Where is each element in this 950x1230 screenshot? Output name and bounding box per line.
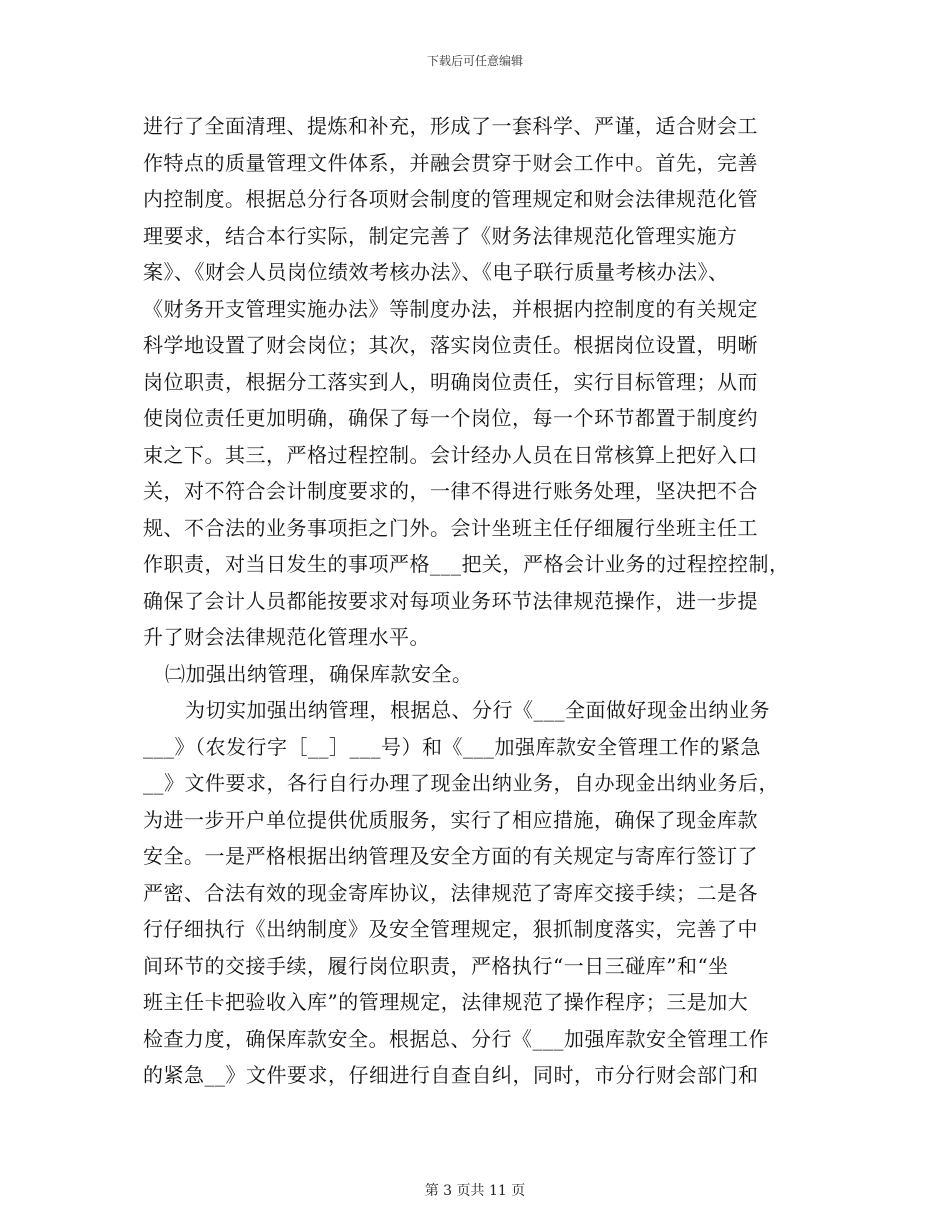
text-line: __》文件要求，各行自行办理了现金出纳业务，自办现金出纳业务后， <box>143 771 779 795</box>
text-line: 安全。一是严格根据出纳管理及安全方面的有关规定与寄库行签订了 <box>143 844 758 868</box>
text-line: 科学地设置了财会岗位；其次，落实岗位责任。根据岗位设置，明晰 <box>143 333 758 357</box>
text-line: 《财务开支管理实施办法》等制度办法，并根据内控制度的有关规定 <box>143 296 758 321</box>
text-line: ___》（农发行字［__］___号）和《___加强库款安全管理工作的紧急 <box>143 734 761 759</box>
section-heading: ㈡加强出纳管理，确保库款安全。 <box>165 661 473 686</box>
text-line: 规、不合法的业务事项拒之门外。会计坐班主任仔细履行坐班主任工 <box>143 515 758 540</box>
text-line: 案》、《财会人员岗位绩效考核办法》、《电子联行质量考核办法》、 <box>143 260 729 284</box>
text-line: 为进一步开户单位提供优质服务，实行了相应措施，确保了现金库款 <box>143 807 758 832</box>
paragraph-first-line: 为切实加强出纳管理，根据总、分行《___全面做好现金出纳业务 <box>185 698 770 722</box>
text-line: 理要求，结合本行实际，制定完善了《财务法律规范化管理实施方 <box>143 223 738 248</box>
text-line: 行仔细执行《出纳制度》及安全管理规定，狠抓制度落实，完善了中 <box>143 917 758 941</box>
document-body <box>143 108 833 1094</box>
text-line: 作职责，对当日发生的事项严格___把关，严格会计业务的过程控控制， <box>143 552 790 576</box>
text-line: 进行了全面清理、提炼和补充，形成了一套科学、严谨，适合财会工 <box>143 114 758 138</box>
text-line: 作特点的质量管理文件体系，并融会贯穿于财会工作中。首先，完善 <box>143 150 758 175</box>
page-header: 下载后可任意编辑 <box>426 54 523 68</box>
text-line: 关，对不符合会计制度要求的，一律不得进行账务处理，坚决把不合 <box>143 479 758 503</box>
text-line: 班主任卡把验收入库”的管理规定，法律规范了操作程序；三是加大 <box>143 990 749 1014</box>
text-line: 内控制度。根据总分行各项财会制度的管理规定和财会法律规范化管 <box>143 187 758 211</box>
text-line: 确保了会计人员都能按要求对每项业务环节法律规范操作，进一步提 <box>143 588 758 613</box>
text-line: 升了财会法律规范化管理水平。 <box>143 625 430 649</box>
text-line: 检查力度，确保库款安全。根据总、分行《___加强库款安全管理工作 <box>143 1026 769 1051</box>
page-footer: 第 3 页共 11 页 <box>424 1183 526 1199</box>
text-line: 的紧急__》文件要求，仔细进行自查自纠，同时，市分行财会部门和 <box>143 1063 759 1087</box>
text-line: 使岗位责任更加明确，确保了每一个岗位，每一个环节都置于制度约 <box>143 406 758 430</box>
text-line: 严密、合法有效的现金寄库协议，法律规范了寄库交接手续；二是各 <box>143 880 758 905</box>
text-line: 间环节的交接手续，履行岗位职责，严格执行“一日三碰库”和“坐 <box>143 953 729 978</box>
text-line: 束之下。其三，严格过程控制。会计经办人员在日常核算上把好入口 <box>143 442 758 467</box>
text-line: 岗位职责，根据分工落实到人，明确岗位责任，实行目标管理；从而 <box>143 369 758 394</box>
